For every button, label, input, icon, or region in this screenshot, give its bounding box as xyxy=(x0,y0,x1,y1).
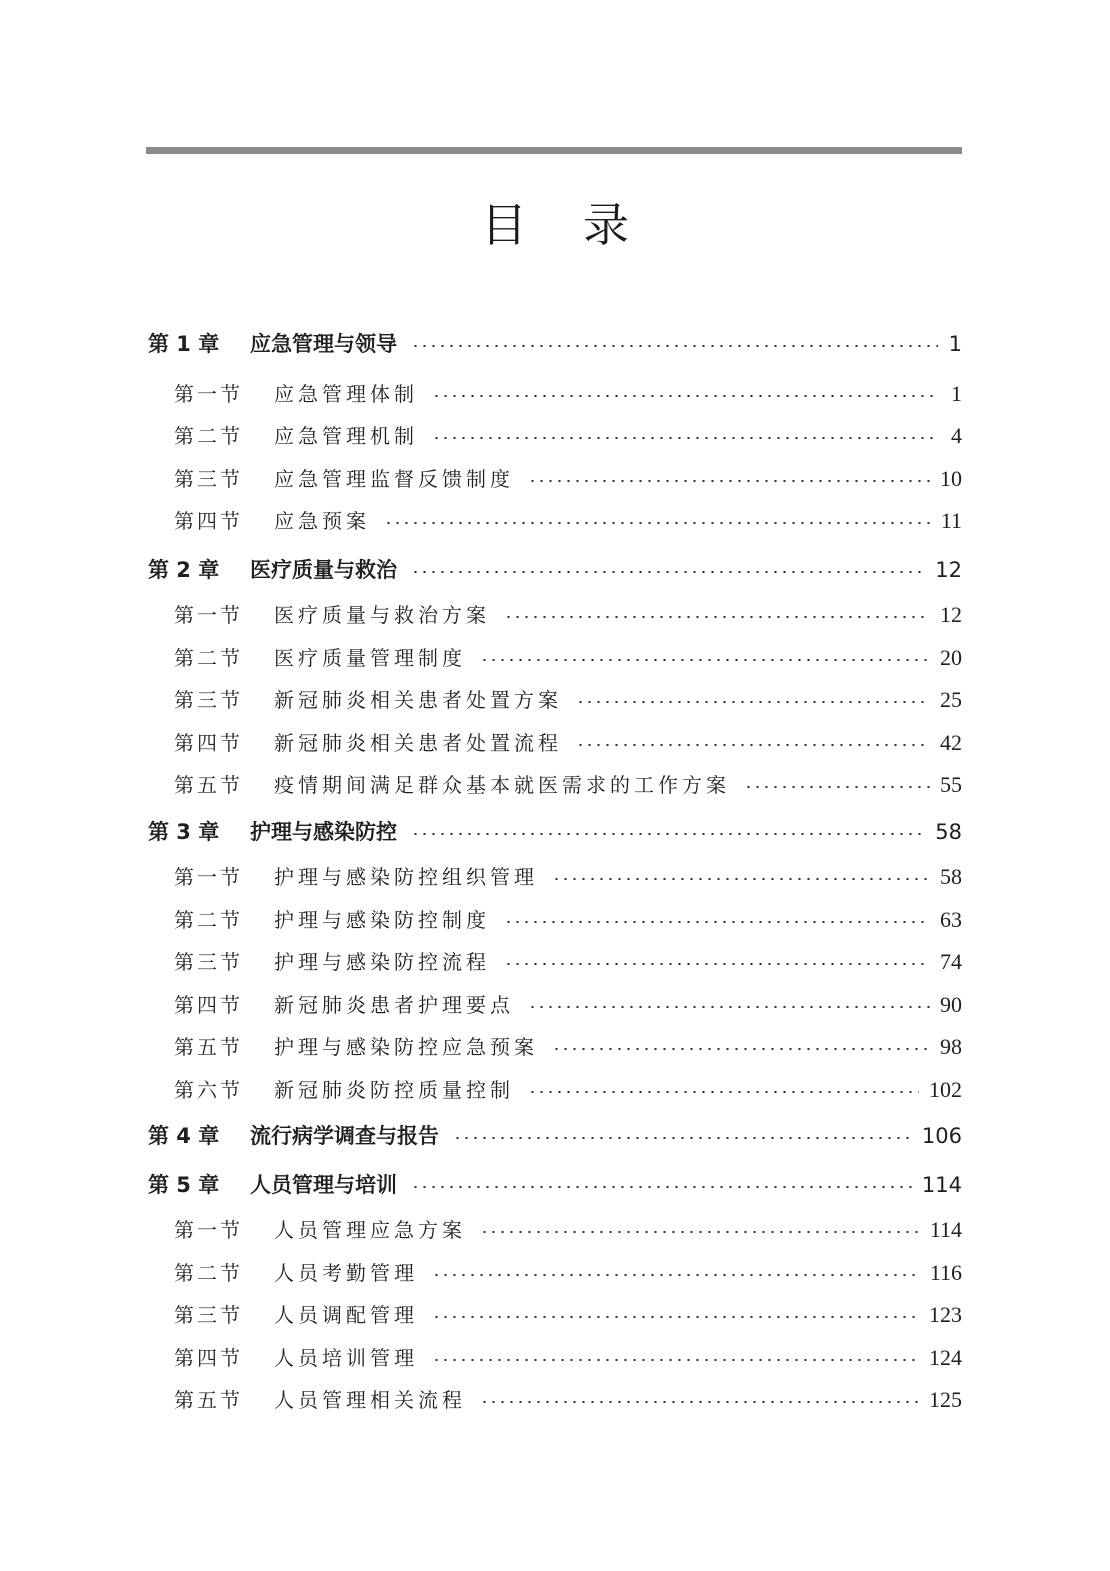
dot-leader xyxy=(432,1274,920,1276)
dot-leader xyxy=(411,571,925,573)
dot-leader xyxy=(744,786,930,788)
entry-number: 第四节 xyxy=(174,509,243,533)
entry-label: 护理与感染防控制度 xyxy=(274,908,490,932)
entry-page: 102 xyxy=(929,1077,962,1102)
entry-number: 第四节 xyxy=(174,731,243,755)
entry-number: 第 1 章 xyxy=(148,332,220,356)
toc-section[interactable] xyxy=(174,463,962,492)
entry-number: 第四节 xyxy=(174,993,243,1017)
entry-page: 98 xyxy=(940,1034,962,1059)
entry-number: 第三节 xyxy=(174,1303,243,1327)
dot-leader xyxy=(411,1186,912,1188)
toc-section[interactable] xyxy=(174,989,962,1018)
toc-section[interactable] xyxy=(174,420,962,449)
entry-page: 42 xyxy=(940,730,962,755)
dot-leader xyxy=(528,1091,919,1093)
entry-label: 流行病学调查与报告 xyxy=(250,1124,439,1148)
entry-page: 90 xyxy=(940,992,962,1017)
entry-number: 第一节 xyxy=(174,382,243,406)
toc-section[interactable] xyxy=(174,861,962,890)
toc-section[interactable] xyxy=(174,1031,962,1060)
entry-label: 人员培训管理 xyxy=(274,1346,418,1370)
entry-number: 第三节 xyxy=(174,467,243,491)
toc-section[interactable] xyxy=(174,904,962,933)
dot-leader xyxy=(384,522,931,524)
toc-chapter[interactable] xyxy=(148,328,962,358)
entry-label: 新冠肺炎患者护理要点 xyxy=(274,993,514,1017)
entry-number: 第 3 章 xyxy=(148,820,220,844)
entry-number: 第 4 章 xyxy=(148,1124,220,1148)
entry-label: 应急管理机制 xyxy=(274,424,418,448)
entry-number: 第五节 xyxy=(174,1035,243,1059)
toc-section[interactable] xyxy=(174,642,962,671)
entry-page: 114 xyxy=(921,1173,962,1197)
entry-number: 第二节 xyxy=(174,908,243,932)
entry-label: 新冠肺炎相关患者处置流程 xyxy=(274,731,562,755)
dot-leader xyxy=(576,744,930,746)
dot-leader xyxy=(480,1231,920,1233)
entry-number: 第一节 xyxy=(174,1218,243,1242)
toc-chapter[interactable] xyxy=(148,1169,962,1199)
entry-page: 116 xyxy=(929,1260,962,1285)
entry-label: 护理与感染防控 xyxy=(250,820,397,844)
entry-page: 11 xyxy=(940,508,962,533)
entry-page: 10 xyxy=(940,466,962,491)
toc-section[interactable] xyxy=(174,599,962,628)
entry-label: 应急预案 xyxy=(274,509,370,533)
entry-label: 应急管理体制 xyxy=(274,382,418,406)
dot-leader xyxy=(504,921,930,923)
toc-section[interactable] xyxy=(174,505,962,534)
dot-leader xyxy=(504,963,930,965)
dot-leader xyxy=(528,1006,930,1008)
toc-section[interactable] xyxy=(174,946,962,975)
entry-page: 123 xyxy=(929,1302,962,1327)
entry-page: 63 xyxy=(940,907,962,932)
title-char-right: 录 xyxy=(583,198,629,252)
toc-section[interactable] xyxy=(174,1214,962,1243)
entry-page: 25 xyxy=(940,687,962,712)
entry-label: 人员考勤管理 xyxy=(274,1261,418,1285)
entry-label: 新冠肺炎防控质量控制 xyxy=(274,1078,514,1102)
entry-label: 人员管理相关流程 xyxy=(274,1388,466,1412)
entry-label: 护理与感染防控流程 xyxy=(274,950,490,974)
entry-number: 第三节 xyxy=(174,950,243,974)
entry-label: 应急管理与领导 xyxy=(250,332,397,356)
entry-label: 人员管理与培训 xyxy=(250,1173,397,1197)
entry-label: 护理与感染防控组织管理 xyxy=(274,865,538,889)
entry-page: 12 xyxy=(935,558,962,582)
entry-page: 124 xyxy=(929,1345,962,1370)
dot-leader xyxy=(432,1316,919,1318)
entry-label: 护理与感染防控应急预案 xyxy=(274,1035,538,1059)
toc-section[interactable] xyxy=(174,1342,962,1371)
toc-section[interactable] xyxy=(174,1074,962,1103)
entry-label: 人员调配管理 xyxy=(274,1303,418,1327)
entry-number: 第三节 xyxy=(174,688,243,712)
toc-section[interactable] xyxy=(174,1384,962,1413)
toc-chapter[interactable] xyxy=(148,554,962,584)
entry-page: 58 xyxy=(940,864,962,889)
dot-leader xyxy=(432,395,938,397)
toc-section[interactable] xyxy=(174,727,962,756)
entry-number: 第 2 章 xyxy=(148,558,220,582)
entry-number: 第二节 xyxy=(174,646,243,670)
top-rule xyxy=(146,147,962,154)
entry-number: 第二节 xyxy=(174,424,243,448)
entry-number: 第一节 xyxy=(174,603,243,627)
toc-section[interactable] xyxy=(174,684,962,713)
entry-page: 4 xyxy=(951,423,962,448)
entry-label: 应急管理监督反馈制度 xyxy=(274,467,514,491)
entry-number: 第五节 xyxy=(174,773,243,797)
entry-label: 疫情期间满足群众基本就医需求的工作方案 xyxy=(274,773,730,797)
toc-section[interactable] xyxy=(174,769,962,798)
dot-leader xyxy=(552,878,930,880)
entry-page: 106 xyxy=(921,1124,962,1148)
entry-page: 114 xyxy=(929,1217,962,1242)
title-char-left: 目 xyxy=(481,198,527,252)
entry-page: 12 xyxy=(940,602,962,627)
dot-leader xyxy=(480,1401,919,1403)
entry-label: 医疗质量与救治 xyxy=(250,558,397,582)
entry-page: 1 xyxy=(948,332,962,356)
entry-page: 55 xyxy=(940,772,962,797)
entry-page: 20 xyxy=(940,645,962,670)
toc-section[interactable] xyxy=(174,1299,962,1328)
toc-section[interactable] xyxy=(174,1257,962,1286)
entry-label: 人员管理应急方案 xyxy=(274,1218,466,1242)
toc-chapter[interactable] xyxy=(148,816,962,846)
entry-label: 医疗质量管理制度 xyxy=(274,646,466,670)
entry-number: 第 5 章 xyxy=(148,1173,220,1197)
entry-number: 第四节 xyxy=(174,1346,243,1370)
entry-label: 新冠肺炎相关患者处置方案 xyxy=(274,688,562,712)
dot-leader xyxy=(480,659,930,661)
dot-leader xyxy=(504,616,930,618)
entry-label: 医疗质量与救治方案 xyxy=(274,603,490,627)
dot-leader xyxy=(552,1048,930,1050)
entry-page: 74 xyxy=(940,949,962,974)
entry-page: 125 xyxy=(929,1387,962,1412)
entry-number: 第一节 xyxy=(174,865,243,889)
entry-number: 第二节 xyxy=(174,1261,243,1285)
entry-number: 第六节 xyxy=(174,1078,243,1102)
dot-leader xyxy=(432,437,938,439)
entry-page: 58 xyxy=(935,820,962,844)
entry-number: 第五节 xyxy=(174,1388,243,1412)
dot-leader xyxy=(576,701,930,703)
toc-chapter[interactable] xyxy=(148,1120,962,1150)
dot-leader xyxy=(453,1137,912,1139)
dot-leader xyxy=(528,480,930,482)
toc-section[interactable] xyxy=(174,378,962,407)
dot-leader xyxy=(411,833,925,835)
dot-leader xyxy=(411,345,938,347)
dot-leader xyxy=(432,1359,919,1361)
entry-page: 1 xyxy=(951,381,962,406)
page-title xyxy=(0,195,1110,255)
